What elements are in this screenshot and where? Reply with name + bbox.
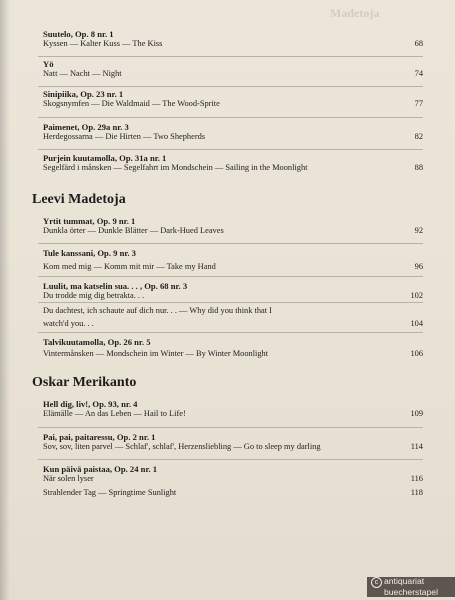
song-title: Hell dig, liv!, Op. 93, nr. 4 — [43, 399, 138, 409]
translation-line: Elämälle — An das Leben — Hail to Life! — [43, 409, 186, 418]
copyright-icon: c — [371, 577, 382, 588]
divider — [38, 86, 423, 87]
translation-line: Kyssen — Kalter Kuss — The Kiss — [43, 39, 163, 48]
page-number: 118 — [410, 488, 423, 497]
translation-line: Kom med mig — Komm mit mir — Take my Hand — [43, 262, 216, 271]
song-title: Pai, pai, paitaressu, Op. 2 nr. 1 — [43, 432, 156, 442]
translation-line: Du dachtest, ich schaute auf dich nur. . . — Why did you think that I — [43, 306, 272, 315]
toc-entry — [43, 464, 423, 498]
toc-entry — [43, 281, 423, 301]
translation-line: Du trodde mig dig betrakta. . . — [43, 291, 145, 300]
translation-line: När solen lyser — [43, 474, 94, 483]
divider — [38, 243, 423, 244]
page-number: 114 — [410, 442, 423, 451]
stamp-line: antiquariat — [384, 576, 425, 586]
translation-line: watch'd you. . . — [43, 319, 94, 328]
page-number: 102 — [410, 291, 423, 300]
divider — [38, 117, 423, 118]
page-number: 109 — [410, 409, 423, 418]
divider — [38, 459, 423, 460]
page-edge-shadow — [0, 0, 10, 600]
translation-line: Skogsnymfen — Die Waldmaid — The Wood-Sprite — [43, 99, 220, 108]
composer-heading: Leevi Madetoja — [32, 192, 126, 207]
page-number: 104 — [410, 319, 423, 328]
song-title: Kun päivä paistaa, Op. 24 nr. 1 — [43, 464, 158, 474]
page-number: 82 — [414, 132, 423, 141]
divider — [38, 56, 423, 57]
divider — [38, 302, 423, 303]
translation-line: Strahlender Tag — Springtime Sunlight — [43, 488, 177, 497]
toc-entry — [43, 216, 423, 236]
song-title: Yrtit tummat, Op. 9 nr. 1 — [43, 216, 136, 226]
song-title: Paimenet, Op. 29a nr. 3 — [43, 122, 129, 132]
divider — [38, 332, 423, 333]
divider — [38, 276, 423, 277]
song-title: Purjein kuutamolla, Op. 31a nr. 1 — [43, 153, 167, 163]
page-number: 88 — [414, 163, 423, 172]
song-title: Sinipiika, Op. 23 nr. 1 — [43, 89, 124, 99]
song-title: Yö — [43, 59, 54, 69]
song-title: Tule kanssani, Op. 9 nr. 3 — [43, 248, 136, 258]
page-number: 116 — [410, 474, 423, 483]
song-title: Suutelo, Op. 8 nr. 1 — [43, 29, 114, 39]
composer-heading: Oskar Merikanto — [32, 375, 137, 390]
page-number: 68 — [414, 39, 423, 48]
page-number: 96 — [414, 262, 423, 271]
bleed-through-text: Madetoja — [330, 6, 380, 20]
divider — [38, 149, 423, 150]
toc-entry — [43, 122, 423, 142]
translation-line: Herdegossarna — Die Hirten — Two Shepherds — [43, 132, 206, 141]
toc-entry — [43, 248, 423, 272]
page-number: 77 — [414, 99, 423, 108]
translation-line: Dunkla örter — Dunkle Blätter — Dark-Hued Leaves — [43, 226, 224, 235]
toc-entry — [43, 306, 423, 329]
translation-line: Vintermånsken — Mondschein im Winter — By Winter Moonlight — [43, 349, 269, 358]
toc-entry — [43, 432, 423, 452]
divider — [38, 427, 423, 428]
toc-entry — [43, 59, 423, 79]
toc-entry — [43, 399, 423, 419]
page-number: 92 — [414, 226, 423, 235]
stamp-line: buecherstapel — [384, 587, 438, 597]
toc-entry — [43, 89, 423, 109]
song-title: Luulit, ma katselin sua. . . , Op. 68 nr. 3 — [43, 281, 188, 291]
page-number: 74 — [414, 69, 423, 78]
translation-line: Sov, sov, liten parvel — Schlaf', schlaf', Herzensliebling — Go to sleep my darling — [43, 442, 321, 451]
page-number: 106 — [410, 349, 423, 358]
translation-line: Natt — Nacht — Night — [43, 69, 122, 78]
watermark-stamp — [367, 577, 455, 597]
toc-entry — [43, 337, 423, 359]
translation-line: Segelfärd i månsken — Segelfahrt im Mondschein — Sailing in the Moonlight — [43, 163, 308, 172]
song-title: Talvikuutamolla, Op. 26 nr. 5 — [43, 337, 151, 347]
toc-entry — [43, 29, 423, 49]
toc-entry — [43, 153, 423, 173]
